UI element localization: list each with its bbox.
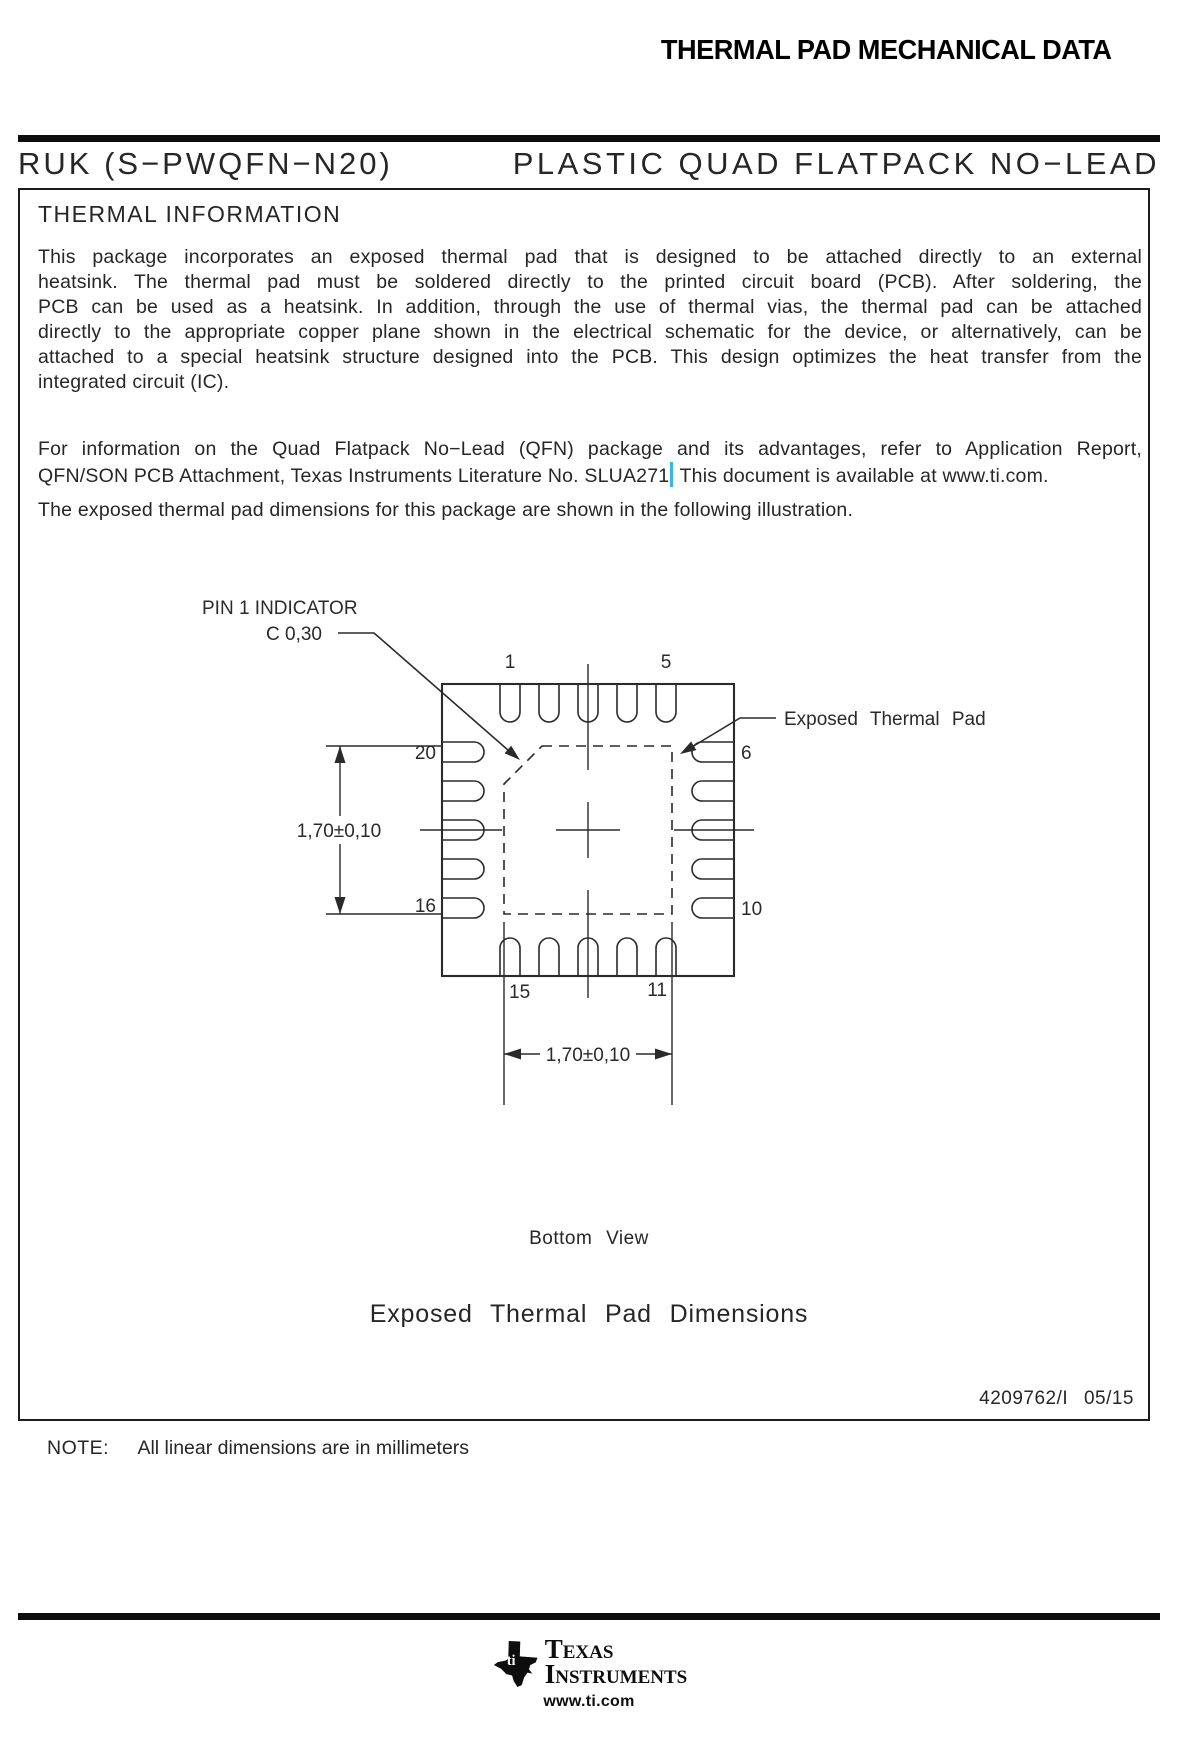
bottom-rule bbox=[18, 1613, 1160, 1620]
pin1-indicator-value: C 0,30 bbox=[266, 624, 322, 645]
para2-text-after-caret: This document is available at www.ti.com. bbox=[674, 465, 1049, 487]
pin-number-6: 6 bbox=[741, 743, 752, 764]
note-line bbox=[47, 1437, 469, 1460]
dim-arrow-down bbox=[335, 897, 346, 914]
note-text: All linear dimensions are in millimeters bbox=[137, 1437, 470, 1459]
dim-arrow-right bbox=[655, 1049, 672, 1060]
note-label: NOTE: bbox=[47, 1437, 110, 1459]
exposed-pad-label: Exposed Thermal Pad bbox=[784, 709, 986, 730]
footer bbox=[0, 1636, 1178, 1711]
para2-line: For information on the Quad Flatpack No−Lead (QFN) package and its advantages, refer to Application Report, bbox=[38, 438, 1142, 460]
ti-website-link[interactable]: www.ti.com bbox=[543, 1693, 635, 1710]
para1-line: PCB can be used as a heatsink. In addition, through the use of thermal vias, the thermal pad can be attached bbox=[38, 296, 1142, 318]
horizontal-dim-value: 1,70±0,10 bbox=[545, 1045, 631, 1066]
para1-line: directly to the appropriate copper plane shown in the electrical schematic for the device, or alternatively, can be bbox=[38, 321, 1142, 343]
pin1-leader-arrow bbox=[505, 746, 520, 760]
exposed-pad-leader-arrow bbox=[680, 742, 696, 755]
vertical-dim-value: 1,70±0,10 bbox=[296, 821, 382, 842]
para1-line: attached to a special heatsink structure designed into the PCB. This design optimizes the heat transfer from the bbox=[38, 346, 1142, 368]
para3-line: The exposed thermal pad dimensions for this package are shown in the following illustration. bbox=[38, 499, 854, 521]
bottom-view-label: Bottom View bbox=[529, 1228, 649, 1249]
figure-caption: Exposed Thermal Pad Dimensions bbox=[369, 1300, 809, 1328]
para2-text-before-caret: QFN/SON PCB Attachment, Texas Instruments Literature No. SLUA271 bbox=[38, 465, 670, 487]
qfn-reference-paragraph[interactable] bbox=[38, 437, 1142, 487]
pin-number-11: 11 bbox=[647, 980, 667, 1001]
texas-map-icon bbox=[491, 1638, 539, 1690]
brand-texas: Texas bbox=[544, 1634, 614, 1664]
exposed-pad-leader bbox=[682, 718, 776, 753]
para1-line: heatsink. The thermal pad must be soldered directly to the printed circuit board (PCB). After soldering, the bbox=[38, 271, 1142, 293]
brand-instruments: Instruments bbox=[544, 1659, 688, 1689]
ti-monogram: ti bbox=[506, 1652, 516, 1669]
illustration-intro-paragraph bbox=[38, 498, 1142, 523]
para1-line: integrated circuit (IC). bbox=[38, 371, 230, 393]
para1-line: This package incorporates an exposed thermal pad that is designed to be attached directly to an external bbox=[38, 246, 1142, 268]
pin-number-1: 1 bbox=[504, 652, 516, 673]
qfn-bottom-view-diagram bbox=[0, 560, 1178, 1120]
text-caret[interactable] bbox=[670, 462, 673, 487]
dim-arrow-left bbox=[504, 1049, 521, 1060]
pin-number-16: 16 bbox=[414, 896, 436, 917]
pin1-indicator-leader bbox=[338, 633, 516, 757]
pin-number-5: 5 bbox=[660, 652, 672, 673]
pin-number-10: 10 bbox=[741, 899, 763, 920]
ti-logo bbox=[491, 1636, 687, 1711]
brand-name bbox=[545, 1636, 687, 1688]
thermal-info-paragraph bbox=[38, 245, 1142, 395]
drawing-number: 4209762/I 05/15 bbox=[979, 1388, 1134, 1409]
package-type-title: PLASTIC QUAD FLATPACK NO−LEAD bbox=[512, 146, 1160, 181]
page-title: THERMAL PAD MECHANICAL DATA bbox=[661, 34, 1112, 65]
top-rule bbox=[18, 135, 1160, 142]
centerlines bbox=[420, 664, 754, 998]
para2-line-with-caret bbox=[38, 462, 1142, 487]
section-heading: THERMAL INFORMATION bbox=[38, 201, 342, 227]
pin1-indicator-label: PIN 1 INDICATOR bbox=[202, 598, 358, 619]
pin-number-15: 15 bbox=[509, 982, 531, 1003]
pin-number-20: 20 bbox=[414, 743, 436, 764]
dim-arrow-up bbox=[335, 746, 346, 763]
package-code-title: RUK (S−PWQFN−N20) bbox=[18, 146, 393, 181]
